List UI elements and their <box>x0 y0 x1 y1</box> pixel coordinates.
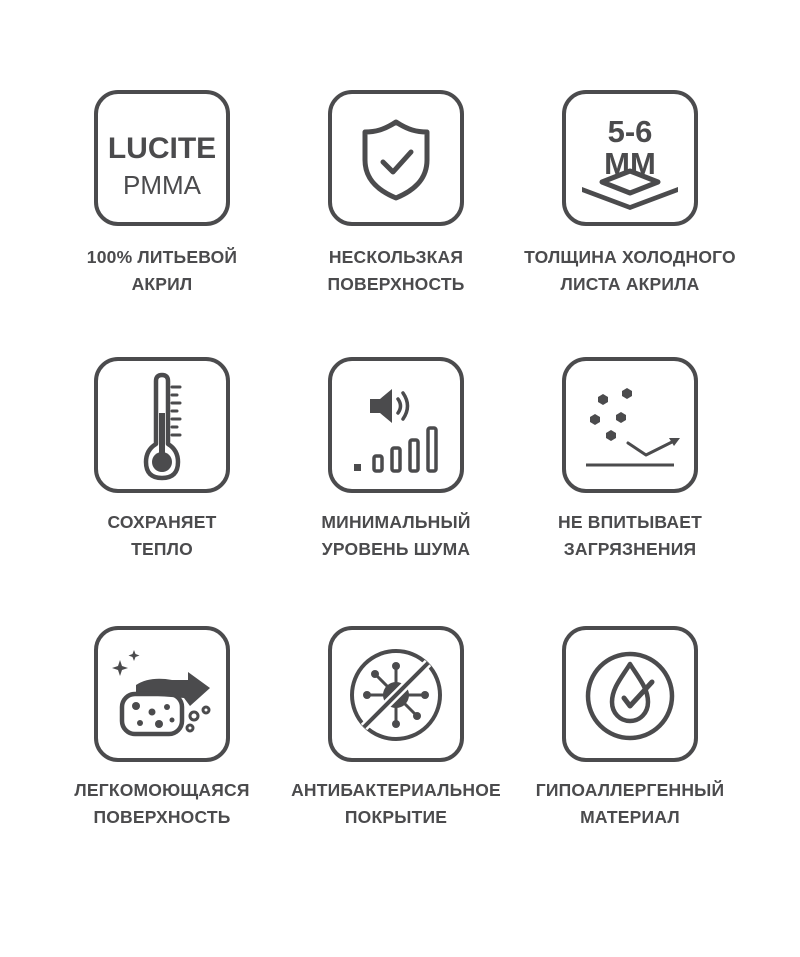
caption-line-2: ПОВЕРХНОСТЬ <box>327 274 465 294</box>
thermometer-icon <box>94 357 230 493</box>
caption-line-1: ЛЕГКОМОЮЩАЯСЯ <box>74 780 250 800</box>
caption-line-2: ПОВЕРХНОСТЬ <box>93 807 231 827</box>
sponge-cleaning-icon <box>94 626 230 762</box>
caption-line-1: АНТИБАКТЕРИАЛЬНОЕ <box>291 780 501 800</box>
caption-line-1: НЕ ВПИТЫВАЕТ <box>558 512 702 532</box>
feature-caption <box>37 777 287 831</box>
shield-check-icon <box>328 90 464 226</box>
feature-caption <box>271 244 521 298</box>
caption-line-1: ГИПОАЛЛЕРГЕННЫЙ <box>535 780 725 800</box>
icon-title-thickness: 5-6 <box>607 114 653 149</box>
lucite-pmma-icon <box>94 90 230 226</box>
caption-line-2: ЛИСТА АКРИЛА <box>560 274 700 294</box>
caption-line-2: ЗАГРЯЗНЕНИЯ <box>563 539 697 559</box>
caption-line-2: УРОВЕНЬ ШУМА <box>321 539 471 559</box>
icon-subtitle-mm: ММ <box>604 146 656 181</box>
caption-line-1: СОХРАНЯЕТ <box>107 512 217 532</box>
feature-caption <box>37 244 287 298</box>
caption-line-1: МИНИМАЛЬНЫЙ <box>321 512 471 532</box>
icon-title-lucite: LUCITE <box>107 132 217 165</box>
dirt-repel-icon <box>562 357 698 493</box>
feature-caption <box>271 509 521 563</box>
hypoallergenic-drop-icon <box>562 626 698 762</box>
caption-line-1: ТОЛЩИНА ХОЛОДНОГО <box>524 247 736 267</box>
no-bacteria-icon <box>328 626 464 762</box>
caption-line-1: НЕСКОЛЬЗКАЯ <box>328 247 464 267</box>
volume-level-icon <box>328 357 464 493</box>
sheet-thickness-icon <box>562 90 698 226</box>
icon-subtitle-pmma: PMMA <box>123 170 201 200</box>
caption-line-2: ПОКРЫТИЕ <box>344 807 448 827</box>
feature-caption <box>37 509 287 563</box>
feature-caption <box>505 509 755 563</box>
feature-caption <box>271 777 521 831</box>
caption-line-1: 100% ЛИТЬЕВОЙ <box>86 247 238 267</box>
feature-caption <box>505 777 755 831</box>
feature-caption <box>505 244 755 298</box>
caption-line-2: МАТЕРИАЛ <box>580 807 680 827</box>
caption-line-2: АКРИЛ <box>131 274 193 294</box>
caption-line-2: ТЕПЛО <box>131 539 193 559</box>
